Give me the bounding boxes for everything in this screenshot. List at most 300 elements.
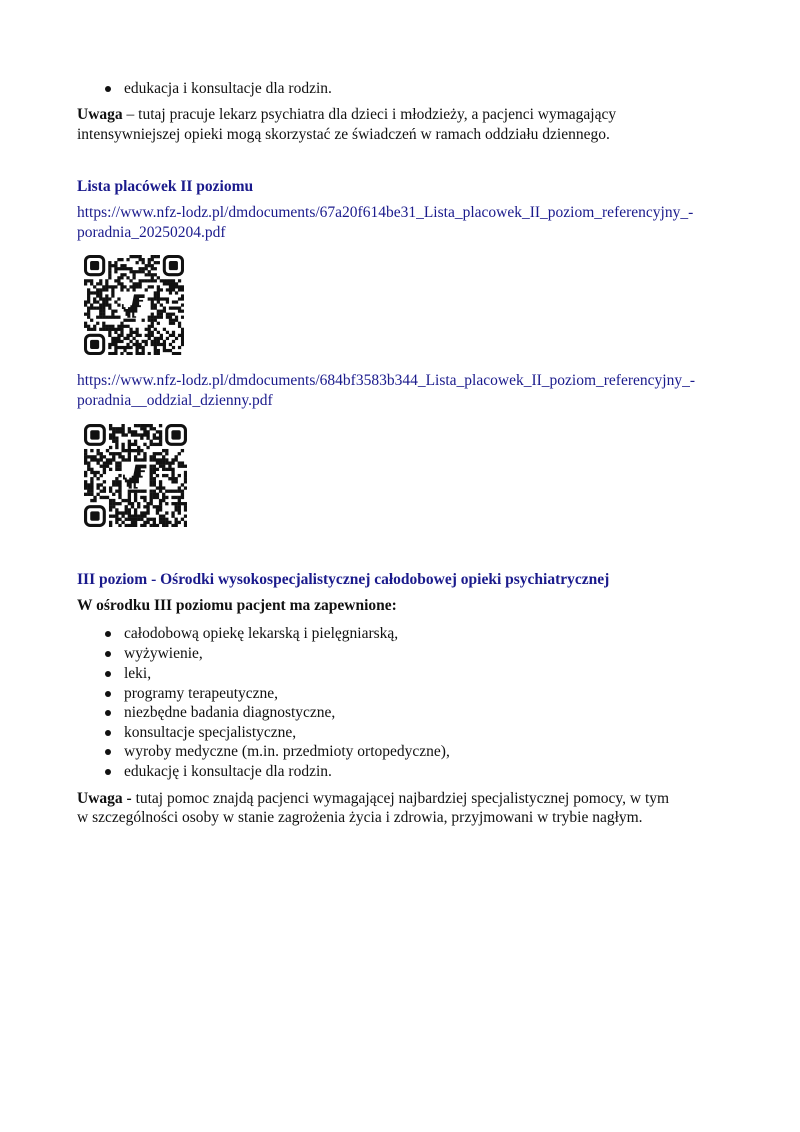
qr-module: [105, 300, 108, 303]
qr-module: [134, 499, 137, 502]
qr-module: [109, 499, 112, 502]
qr-module: [84, 455, 87, 458]
qr-module: [140, 511, 143, 514]
qr-module: [109, 436, 112, 439]
qr-module: [150, 440, 153, 443]
qr-module: [129, 352, 132, 355]
qr-module: [166, 316, 169, 319]
qr-module: [153, 436, 156, 439]
qr-module: [99, 303, 102, 306]
qr-module: [172, 331, 175, 334]
qr-module: [109, 427, 112, 430]
qr-module: [128, 502, 131, 505]
qr-module: [142, 261, 145, 264]
qr-module: [128, 496, 131, 499]
qr-module: [151, 316, 154, 319]
qr-module: [157, 297, 160, 300]
qr-module: [134, 496, 137, 499]
qr-module: [154, 340, 157, 343]
qr-module: [125, 449, 128, 452]
qr-module: [154, 337, 157, 340]
qr-module: [109, 508, 112, 511]
qr-module: [128, 455, 131, 458]
qr-module: [109, 424, 112, 427]
qr-module: [181, 288, 184, 291]
qr-module: [159, 505, 162, 508]
qr-module: [142, 279, 145, 282]
qr-module: [111, 310, 114, 313]
qr-module: [157, 291, 160, 294]
qr-module: [118, 493, 121, 496]
qr-module: [178, 461, 181, 464]
qr-module: [154, 352, 157, 355]
qr-module: [159, 521, 162, 524]
qr-module: [106, 465, 109, 468]
qr-module: [184, 471, 187, 474]
qr-module: [128, 490, 131, 493]
qr-module: [154, 349, 157, 352]
qr-module: [162, 518, 165, 521]
qr-module: [109, 433, 112, 436]
qr-module: [171, 471, 174, 474]
qr-module: [169, 319, 172, 322]
qr-module: [148, 270, 151, 273]
qr-module: [132, 343, 135, 346]
qr-module: [181, 310, 184, 313]
pdf-link-2[interactable]: [77, 371, 695, 391]
qr-module: [157, 276, 160, 279]
qr-module: [112, 433, 115, 436]
qr-module: [99, 316, 102, 319]
qr-module: [150, 493, 153, 496]
qr-module: [134, 440, 137, 443]
qr-module: [181, 331, 184, 334]
qr-module: [153, 433, 156, 436]
qr-module: [134, 524, 137, 527]
qr-module: [111, 352, 114, 355]
qr-module: [118, 480, 121, 483]
qr-module: [121, 511, 124, 514]
qr-module: [148, 334, 151, 337]
qr-module: [172, 285, 175, 288]
qr-module: [148, 258, 151, 261]
qr-module: [154, 307, 157, 310]
qr-module: [90, 480, 93, 483]
qr-module: [166, 288, 169, 291]
qr-module: [87, 294, 90, 297]
pdf-link-2-line2[interactable]: poradnia__oddzial_dzienny.pdf: [77, 392, 273, 409]
qr-module: [112, 458, 115, 461]
qr-module: [108, 273, 111, 276]
qr-module: [112, 440, 115, 443]
qr-module: [111, 313, 114, 316]
qr-module: [114, 340, 117, 343]
qr-module: [109, 502, 112, 505]
qr-module: [150, 458, 153, 461]
qr-module: [118, 455, 121, 458]
qr-module: [93, 325, 96, 328]
qr-module: [136, 334, 139, 337]
qr-module: [137, 458, 140, 461]
qr-module: [117, 282, 120, 285]
qr-module: [154, 319, 157, 322]
qr-module: [109, 458, 112, 461]
qr-module: [184, 515, 187, 518]
qr-module: [160, 303, 163, 306]
qr-module: [156, 524, 159, 527]
bullet-icon: [105, 86, 111, 92]
qr-module: [157, 316, 160, 319]
pdf-link-2-cont[interactable]: [77, 391, 273, 411]
qr-module: [157, 300, 160, 303]
qr-module: [181, 496, 184, 499]
qr-module: [151, 276, 154, 279]
qr-module: [121, 499, 124, 502]
qr-module: [105, 303, 108, 306]
qr-module: [153, 465, 156, 468]
qr-module: [156, 468, 159, 471]
qr-module: [109, 515, 112, 518]
qr-module: [160, 310, 163, 313]
pdf-link-1-line1[interactable]: https://www.nfz-lodz.pl/dmdocuments/67a20f614be31_Lista_placowek_II_poziom_referencyjny_-: [77, 204, 694, 221]
qr-module: [148, 319, 151, 322]
qr-module: [131, 518, 134, 521]
qr-module: [108, 264, 111, 267]
qr-module: [100, 452, 103, 455]
qr-module: [125, 518, 128, 521]
qr-module: [137, 446, 140, 449]
qr-module: [151, 264, 154, 267]
qr-module: [128, 443, 131, 446]
qr-module: [114, 264, 117, 267]
qr-module: [151, 285, 154, 288]
qr-module: [129, 255, 132, 258]
qr-module: [159, 499, 162, 502]
qr-module: [87, 325, 90, 328]
qr-module: [175, 337, 178, 340]
qr-module: [181, 297, 184, 300]
qr-module: [178, 496, 181, 499]
qr-module: [150, 496, 153, 499]
qr-module: [131, 449, 134, 452]
qr-module: [146, 505, 149, 508]
qr-module: [181, 465, 184, 468]
qr-module: [157, 285, 160, 288]
qr-module: [136, 255, 139, 258]
qr-module: [156, 486, 159, 489]
qr-module: [146, 430, 149, 433]
qr-module: [102, 310, 105, 313]
qr-module: [123, 273, 126, 276]
qr-module: [118, 430, 121, 433]
qr-module: [151, 258, 154, 261]
qr-module: [143, 430, 146, 433]
qr-module: [162, 474, 165, 477]
qr-module: [153, 427, 156, 430]
qr-module: [151, 307, 154, 310]
qr-module: [90, 490, 93, 493]
bullet-icon: [105, 691, 111, 697]
qr-module: [134, 490, 137, 493]
qr-module: [123, 325, 126, 328]
qr-module: [84, 303, 87, 306]
qr-module: [181, 294, 184, 297]
qr-module: [181, 285, 184, 288]
qr-code-graphic: [84, 424, 187, 527]
qr-module: [108, 343, 111, 346]
qr-module: [108, 334, 111, 337]
qr-module: [99, 313, 102, 316]
qr-module: [150, 427, 153, 430]
qr-module: [175, 524, 178, 527]
qr-module: [108, 297, 111, 300]
qr-module: [175, 291, 178, 294]
qr-module: [157, 288, 160, 291]
qr-module: [132, 319, 135, 322]
qr-module: [99, 297, 102, 300]
qr-module: [128, 458, 131, 461]
qr-module: [184, 465, 187, 468]
qr-module: [157, 331, 160, 334]
qr-module: [134, 455, 137, 458]
qr-module: [140, 496, 143, 499]
qr-module: [132, 285, 135, 288]
qr-module: [128, 430, 131, 433]
qr-module: [171, 496, 174, 499]
qr-module: [136, 285, 139, 288]
qr-module: [111, 343, 114, 346]
qr-module: [84, 458, 87, 461]
qr-module: [140, 436, 143, 439]
qr-module: [84, 322, 87, 325]
bullet-icon: [105, 631, 111, 637]
qr-module: [96, 288, 99, 291]
qr-module: [120, 334, 123, 337]
qr-module: [151, 322, 154, 325]
qr-module: [184, 524, 187, 527]
qr-module: [84, 480, 87, 483]
qr-module: [154, 261, 157, 264]
qr-module: [90, 477, 93, 480]
qr-module: [103, 455, 106, 458]
qr-module: [87, 486, 90, 489]
qr-module: [150, 471, 153, 474]
qr-module: [115, 461, 118, 464]
qr-module: [90, 486, 93, 489]
qr-module: [114, 270, 117, 273]
qr-module: [136, 270, 139, 273]
qr-module: [121, 446, 124, 449]
qr-module: [159, 452, 162, 455]
qr-module: [121, 433, 124, 436]
qr-module: [156, 443, 159, 446]
note-text-line1: tutaj pomoc znajdą pacjenci wymagającej najbardziej specjalistycznej pomocy, w tym: [131, 790, 670, 807]
qr-module: [168, 521, 171, 524]
qr-module: [153, 505, 156, 508]
qr-module: [99, 279, 102, 282]
qr-module: [121, 521, 124, 524]
qr-module: [159, 518, 162, 521]
qr-module: [114, 285, 117, 288]
qr-module: [102, 325, 105, 328]
qr-module: [153, 480, 156, 483]
pdf-link-1-line2[interactable]: poradnia_20250204.pdf: [77, 224, 226, 241]
qr-module: [143, 433, 146, 436]
qr-module: [136, 340, 139, 343]
bullet-icon: [105, 749, 111, 755]
qr-module: [153, 452, 156, 455]
qr-module: [168, 490, 171, 493]
qr-module: [168, 461, 171, 464]
qr-module: [123, 264, 126, 267]
qr-module: [165, 458, 168, 461]
qr-module: [108, 267, 111, 270]
qr-module: [142, 270, 145, 273]
qr-module: [108, 276, 111, 279]
qr-module: [103, 490, 106, 493]
qr-module: [160, 316, 163, 319]
qr-module: [153, 521, 156, 524]
qr-module: [109, 452, 112, 455]
qr-module: [99, 294, 102, 297]
qr-code-icon: [84, 255, 184, 355]
qr-module: [178, 499, 181, 502]
qr-module: [157, 322, 160, 325]
qr-module: [93, 499, 96, 502]
qr-module: [118, 474, 121, 477]
qr-module: [118, 483, 121, 486]
qr-module: [125, 433, 128, 436]
qr-module: [142, 319, 145, 322]
qr-module: [87, 291, 90, 294]
qr-module: [87, 310, 90, 313]
qr-module: [132, 270, 135, 273]
qr-module: [159, 486, 162, 489]
qr-finder-pattern: [86, 335, 104, 353]
qr-module: [154, 279, 157, 282]
qr-module: [140, 515, 143, 518]
qr-module: [87, 483, 90, 486]
qr-module: [159, 490, 162, 493]
qr-module: [165, 449, 168, 452]
qr-module: [139, 255, 142, 258]
qr-module: [159, 443, 162, 446]
qr-module: [150, 455, 153, 458]
qr-module: [111, 294, 114, 297]
qr-module: [159, 480, 162, 483]
qr-module: [165, 468, 168, 471]
qr-module: [106, 461, 109, 464]
qr-module: [163, 349, 166, 352]
qr-module: [165, 452, 168, 455]
qr-module: [145, 288, 148, 291]
qr-module: [128, 518, 131, 521]
qr-module: [139, 267, 142, 270]
qr-module: [118, 486, 121, 489]
qr-module: [162, 465, 165, 468]
qr-module: [117, 334, 120, 337]
qr-module: [132, 337, 135, 340]
qr-module: [142, 340, 145, 343]
qr-module: [153, 458, 156, 461]
qr-module: [117, 328, 120, 331]
qr-module: [162, 468, 165, 471]
qr-module: [111, 264, 114, 267]
qr-module: [109, 521, 112, 524]
qr-module: [150, 424, 153, 427]
qr-finder-pattern: [164, 257, 182, 275]
qr-module: [184, 480, 187, 483]
qr-module: [136, 346, 139, 349]
qr-module: [139, 334, 142, 337]
pdf-link-2-line1[interactable]: https://www.nfz-lodz.pl/dmdocuments/684bf3583b344_Lista_placowek_II_poziom_referencyjny_-: [77, 372, 695, 389]
qr-module: [166, 331, 169, 334]
qr-module: [118, 465, 121, 468]
qr-module: [165, 511, 168, 514]
qr-module: [109, 505, 112, 508]
qr-module: [178, 307, 181, 310]
pdf-link-1-cont[interactable]: [77, 223, 226, 243]
qr-module: [99, 282, 102, 285]
qr-module: [136, 261, 139, 264]
qr-module: [128, 446, 131, 449]
qr-module: [132, 331, 135, 334]
qr-module: [181, 518, 184, 521]
qr-module: [162, 486, 165, 489]
qr-module: [175, 505, 178, 508]
qr-module: [163, 307, 166, 310]
qr-module: [151, 267, 154, 270]
qr-module: [93, 307, 96, 310]
qr-module: [148, 337, 151, 340]
qr-module: [134, 508, 137, 511]
qr-module: [112, 427, 115, 430]
qr-module: [178, 505, 181, 508]
qr-module: [172, 307, 175, 310]
qr-module: [148, 261, 151, 264]
note-label: Uwaga: [77, 106, 123, 123]
qr-module: [157, 313, 160, 316]
qr-module: [150, 524, 153, 527]
note-text-line2: w szczególności osoby w stanie zagrożenia życia i zdrowia, przyjmowani w trybie nagłym.: [77, 809, 643, 826]
qr-module: [178, 474, 181, 477]
qr-module: [175, 458, 178, 461]
qr-module: [114, 300, 117, 303]
qr-module: [121, 443, 124, 446]
qr-module: [175, 502, 178, 505]
qr-module: [142, 349, 145, 352]
qr-module: [115, 508, 118, 511]
qr-module: [181, 328, 184, 331]
qr-module: [184, 508, 187, 511]
qr-module: [172, 282, 175, 285]
qr-module: [178, 346, 181, 349]
qr-module: [148, 328, 151, 331]
qr-module: [120, 331, 123, 334]
qr-module: [114, 331, 117, 334]
qr-module: [128, 499, 131, 502]
qr-module: [178, 285, 181, 288]
qr-module: [169, 334, 172, 337]
qr-module: [143, 496, 146, 499]
qr-module: [184, 477, 187, 480]
qr-module: [90, 483, 93, 486]
pdf-link-1[interactable]: [77, 203, 693, 223]
qr-module: [123, 349, 126, 352]
qr-module: [150, 483, 153, 486]
qr-module: [115, 427, 118, 430]
qr-module: [137, 515, 140, 518]
